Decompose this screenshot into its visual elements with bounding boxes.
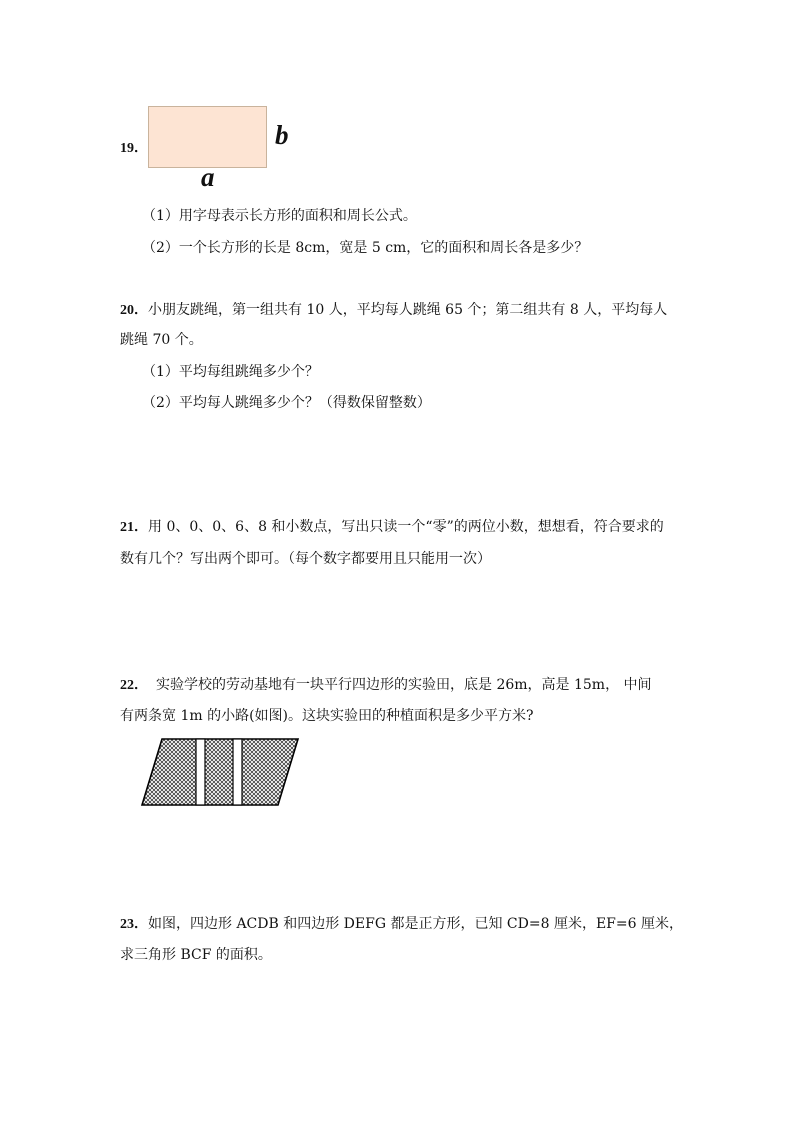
q19-subquestion-2: （2）一个长方形的长是 8cm，宽是 5 cm，它的面积和周长各是多少？: [142, 240, 589, 256]
q20-line-2: 跳绳 70 个。: [120, 332, 203, 348]
q22-line-2: 有两条宽 1m 的小路(如图)。这块实验田的种植面积是多少平方米?: [120, 708, 534, 724]
q19-subquestion-1: （1）用字母表示长方形的面积和周长公式。: [142, 208, 417, 224]
q23-line-2: 求三角形 BCF 的面积。: [120, 947, 272, 963]
q22-line-1: [120, 675, 652, 696]
q20-number: 20．: [120, 303, 148, 318]
q21-text-1: 用 0、0、0、6、8 和小数点，写出只读一个“零”的两位小数，想想看，符合要求的: [148, 519, 664, 535]
q22-text-1: 实验学校的劳动基地有一块平行四边形的实验田，底是 26m，高是 15m， 中间: [156, 677, 652, 693]
q20-line-1: [120, 300, 667, 321]
q21-line-1: [120, 517, 664, 538]
q22-number: 22．: [120, 678, 148, 693]
q23-line-1: [120, 914, 683, 935]
rectangle-figure: [148, 106, 267, 168]
path-strip-2: [233, 739, 242, 805]
rectangle-length-label: a: [201, 162, 215, 192]
q20-subquestion-2: （2）平均每人跳绳多少个？（得数保留整数）: [142, 395, 431, 411]
q21-line-2: 数有几个？写出两个即可。（每个数字都要用且只能用一次）: [120, 551, 491, 567]
path-strip-1: [196, 739, 205, 805]
rectangle-width-label: b: [275, 120, 289, 150]
q23-text-1: 如图，四边形 ACDB 和四边形 DEFG 都是正方形，已知 CD=8 厘米，EF=6 厘米，: [148, 916, 683, 932]
q20-subquestion-1: （1）平均每组跳绳多少个？: [142, 364, 319, 380]
parallelogram-field-figure: [140, 736, 302, 808]
parallelogram-field: [142, 739, 298, 805]
q20-text-1: 小朋友跳绳，第一组共有 10 人，平均每人跳绳 65 个；第二组共有 8 人，平均每人: [148, 302, 668, 318]
q19-number: 19．: [120, 141, 148, 156]
q21-number: 21．: [120, 520, 148, 535]
q23-number: 23．: [120, 917, 148, 932]
